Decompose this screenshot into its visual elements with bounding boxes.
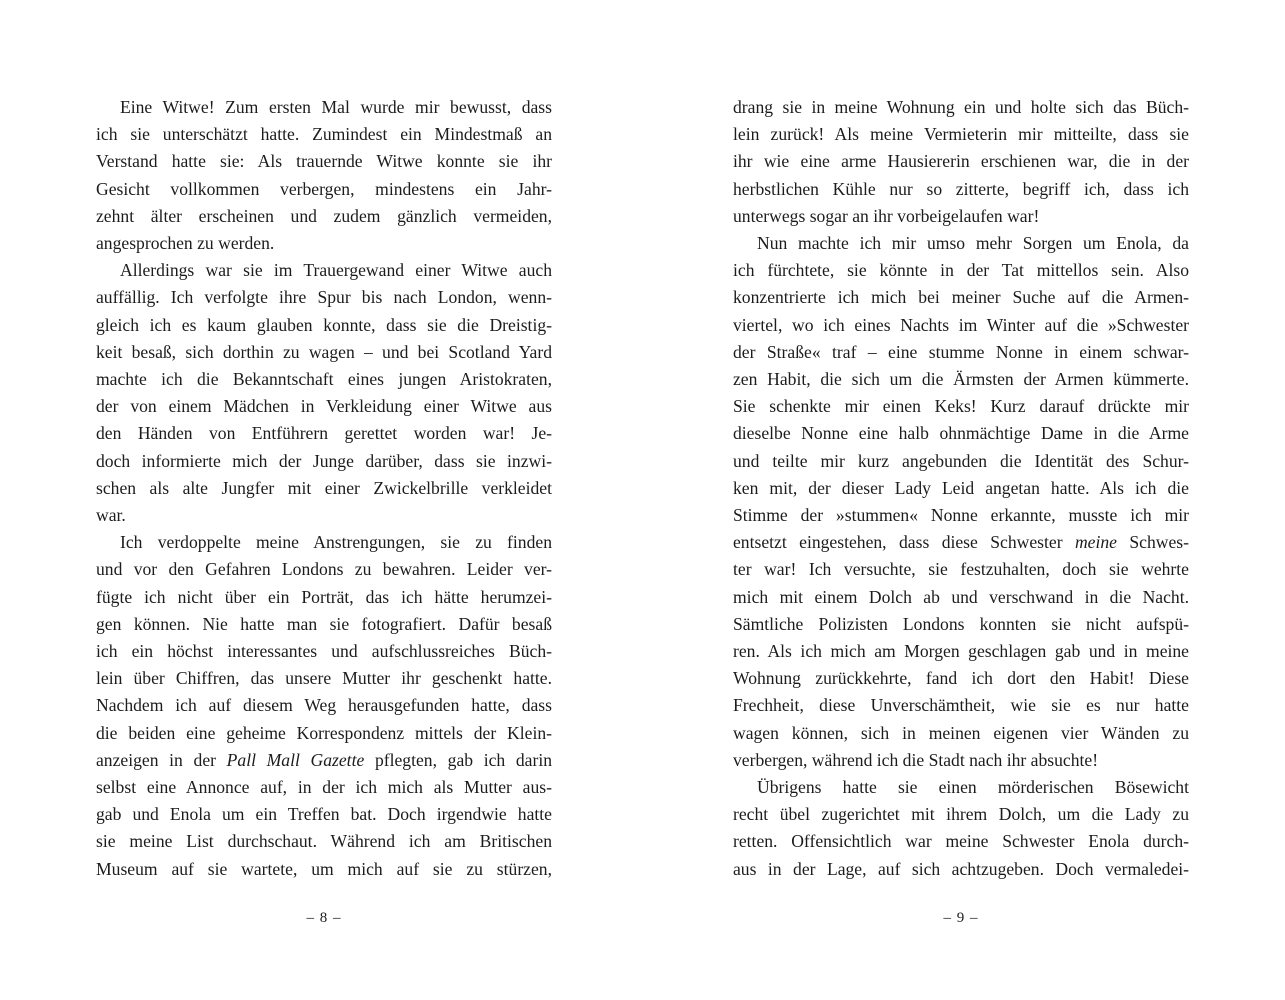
- text-line: ihr wie eine arme Hausiererin erschienen war, die in der: [733, 151, 1189, 172]
- text-line: auffällig. Ich verfolgte ihre Spur bis nach London, wenn-: [96, 287, 552, 308]
- text-line: zen Habit, die sich um die Ärmsten der Armen kümmerte.: [733, 369, 1189, 390]
- text-line: der von einem Mädchen in Verkleidung einer Witwe aus: [96, 396, 552, 417]
- text-line: Eine Witwe! Zum ersten Mal wurde mir bewusst, dass: [120, 97, 552, 117]
- text-line: ren. Als ich mich am Morgen geschlagen gab und in meine: [733, 641, 1189, 662]
- text-line: machte ich die Bekanntschaft eines jungen Aristokraten,: [96, 369, 552, 390]
- text-line: Museum auf sie wartete, um mich auf sie zu stürzen,: [96, 858, 552, 879]
- text-line: ich sie unterschätzt hatte. Zumindest ein Mindestmaß an: [96, 124, 552, 145]
- text-line: doch informierte mich der Junge darüber, dass sie inzwi-: [96, 450, 552, 471]
- text-line: mich mit einem Dolch ab und verschwand in die Nacht.: [733, 586, 1189, 607]
- text-run: Schwes-: [1116, 532, 1189, 553]
- text-line: gen können. Nie hatte man sie fotografiert. Dafür besaß: [96, 613, 552, 634]
- text-line: die beiden eine geheime Korrespondenz mittels der Klein-: [96, 722, 552, 743]
- text-line: ich ein höchst interessantes und aufschlussreiches Büch-: [96, 641, 552, 662]
- text-line: Wohnung zurückkehrte, fand ich dort den Habit! Diese: [733, 668, 1189, 689]
- text-line: dieselbe Nonne eine halb ohnmächtige Dame in die Arme: [733, 423, 1189, 444]
- text-line: ken mit, der dieser Lady Leid angetan hatte. Als ich die: [733, 477, 1189, 498]
- text-line: Sie schenkte mir einen Keks! Kurz darauf drückte mir: [733, 396, 1189, 417]
- text-line-with-italic: [733, 529, 1189, 556]
- text-line: den Händen von Entführern gerettet worden war! Je-: [96, 423, 552, 444]
- newspaper-title: Pall Mall Gazette: [226, 749, 365, 770]
- text-run: anzeigen in der: [96, 749, 227, 770]
- page-number-right: – 9 –: [943, 910, 979, 926]
- page-number-left: – 8 –: [306, 910, 342, 926]
- text-run: pflegten, gab ich darin: [364, 749, 553, 770]
- text-line: unterwegs sogar an ihr vorbeigelaufen war!: [733, 205, 1040, 226]
- text-line: gleich ich es kaum glauben konnte, dass sie die Dreistig-: [96, 314, 552, 335]
- text-line: Ich verdoppelte meine Anstrengungen, sie zu finden: [120, 532, 552, 553]
- text-line: Gesicht vollkommen verbergen, mindestens ein Jahr-: [96, 178, 552, 199]
- text-line: Sämtliche Polizisten Londons konnten sie nicht aufspü-: [733, 613, 1189, 634]
- text-line: ter war! Ich versuchte, sie festzuhalten, doch sie wehrte: [733, 559, 1189, 580]
- text-line: Verstand hatte sie: Als trauernde Witwe konnte sie ihr: [96, 151, 552, 172]
- text-line: drang sie in meine Wohnung ein und holte sich das Büch-: [733, 97, 1189, 117]
- text-line-with-italic: [96, 747, 552, 774]
- left-page: [96, 94, 552, 883]
- text-line: verbergen, während ich die Stadt nach ihr absuchte!: [733, 749, 1099, 770]
- emphasis: meine: [1074, 532, 1117, 553]
- text-line: wagen können, sich in meinen eigenen vier Wänden zu: [733, 722, 1189, 743]
- text-line: der Straße« traf – eine stumme Nonne in einem schwar-: [733, 341, 1189, 362]
- text-line: ich fürchtete, sie könnte in der Tat mittellos sein. Also: [733, 260, 1189, 281]
- text-line: aus in der Lage, auf sich achtzugeben. Doch vermaledei-: [733, 858, 1189, 879]
- text-line: lein über Chiffren, das unsere Mutter ihr geschenkt hatte.: [96, 668, 552, 689]
- text-line: zehnt älter erscheinen und zudem gänzlich vermeiden,: [96, 205, 552, 226]
- text-line: konzentrierte ich mich bei meiner Suche auf die Armen-: [733, 287, 1189, 308]
- text-line: retten. Offensichtlich war meine Schwester Enola durch-: [733, 831, 1189, 852]
- text-line: sie meine List durchschaut. Während ich am Britischen: [96, 831, 552, 852]
- text-line: lein zurück! Als meine Vermieterin mir mitteilte, dass sie: [733, 124, 1189, 145]
- text-line: Übrigens hatte sie einen mörderischen Bösewicht: [757, 777, 1189, 798]
- text-line: und teilte mir kurz angebunden die Identität des Schur-: [733, 450, 1189, 471]
- text-line: Nun machte ich mir umso mehr Sorgen um Enola, da: [757, 233, 1189, 254]
- right-page: [733, 94, 1189, 883]
- text-line: selbst eine Annonce auf, in der ich mich als Mutter aus-: [96, 777, 552, 798]
- text-line: recht übel zugerichtet mit ihrem Dolch, um die Lady zu: [733, 804, 1189, 825]
- left-paragraph-1: [96, 94, 552, 257]
- text-run: entsetzt eingestehen, dass diese Schwester: [733, 532, 1075, 553]
- text-line: herbstlichen Kühle nur so zitterte, begriff ich, dass ich: [733, 178, 1189, 199]
- text-line: Nachdem ich auf diesem Weg herausgefunden hatte, dass: [96, 695, 552, 716]
- left-paragraph-2: [96, 257, 552, 529]
- right-paragraph-3: [733, 774, 1189, 883]
- text-line: viertel, wo ich eines Nachts im Winter auf die »Schwester: [733, 314, 1189, 335]
- text-line: schen als alte Jungfer mit einer Zwickelbrille verkleidet: [96, 477, 552, 498]
- text-line: gab und Enola um ein Treffen bat. Doch irgendwie hatte: [96, 804, 552, 825]
- left-paragraph-3: [96, 529, 552, 883]
- right-paragraph-2: [733, 230, 1189, 774]
- text-line: war.: [96, 505, 126, 526]
- text-line: Stimme der »stummen« Nonne erkannte, musste ich mir: [733, 505, 1189, 526]
- text-line: keit besaß, sich dorthin zu wagen – und bei Scotland Yard: [96, 341, 552, 362]
- right-paragraph-1: [733, 94, 1189, 230]
- text-line: Allerdings war sie im Trauergewand einer Witwe auch: [120, 260, 552, 281]
- text-line: angesprochen zu werden.: [96, 233, 275, 254]
- text-line: fügte ich nicht über ein Porträt, das ich hätte herumzei-: [96, 586, 552, 607]
- text-line: und vor den Gefahren Londons zu bewahren. Leider ver-: [96, 559, 552, 580]
- text-line: Frechheit, diese Unverschämtheit, wie sie es nur hatte: [733, 695, 1189, 716]
